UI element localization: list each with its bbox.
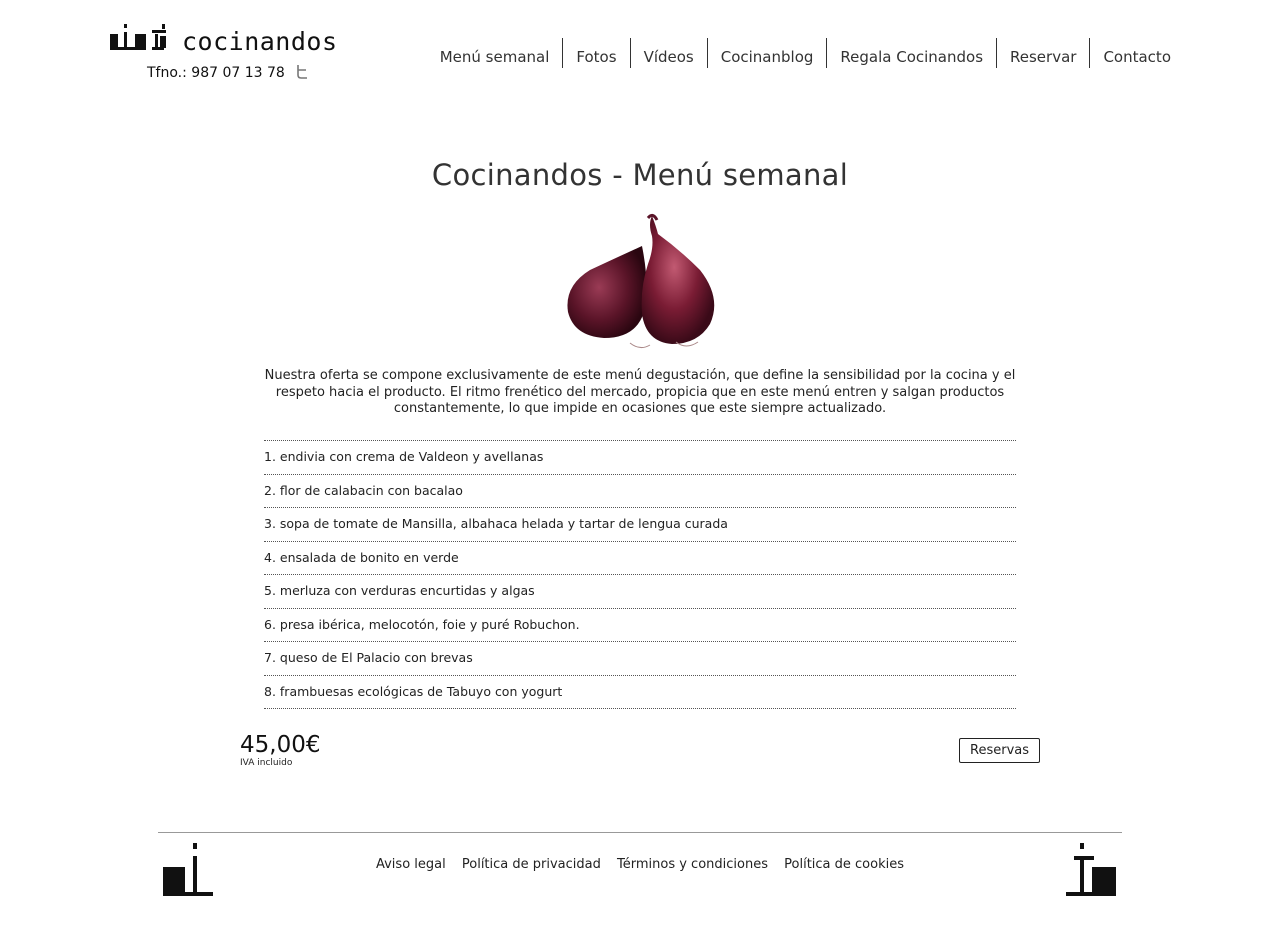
menu-list xyxy=(264,440,1016,709)
intro-text: Nuestra oferta se compone exclusivamente de este menú degustación, que define la sensibilidad por la cocina y el respeto hacia el producto. El ritmo frenético del mercado, propicia que en este menú entren y salgan productos constantemente, lo que impide en ocasiones que este siempre actualizado. xyxy=(264,368,1016,416)
nav-cocinanblog[interactable]: Cocinanblog xyxy=(707,38,827,68)
footer-logo-right xyxy=(1066,843,1118,897)
main-navigation xyxy=(427,38,1184,68)
reservas-button[interactable]: Reservas xyxy=(959,738,1040,763)
twitter-icon[interactable] xyxy=(295,64,309,80)
footer-aviso-legal[interactable]: Aviso legal xyxy=(375,857,446,872)
menu-item: 4. ensalada de bonito en verde xyxy=(264,542,1016,576)
nav-reservar[interactable]: Reservar xyxy=(996,38,1089,68)
nav-menu-semanal[interactable]: Menú semanal xyxy=(439,48,550,66)
onion-image xyxy=(560,208,725,353)
price-note: IVA incluido xyxy=(240,758,293,768)
menu-item: 5. merluza con verduras encurtidas y algas xyxy=(264,575,1016,609)
menu-item: 8. frambuesas ecológicas de Tabuyo con yogurt xyxy=(264,676,1016,710)
menu-item: 2. flor de calabacin con bacalao xyxy=(264,475,1016,509)
phone-number: Tfno.: 987 07 13 78 xyxy=(147,65,285,81)
footer-terminos[interactable]: Términos y condiciones xyxy=(617,857,768,872)
footer-cookies[interactable]: Política de cookies xyxy=(784,857,904,872)
logo-wordmark: cocinandos xyxy=(182,27,338,54)
nav-fotos[interactable]: Fotos xyxy=(562,38,629,68)
nav-videos[interactable]: Vídeos xyxy=(630,38,707,68)
menu-item: 6. presa ibérica, melocotón, foie y puré Robuchon. xyxy=(264,609,1016,643)
footer-divider xyxy=(158,832,1122,833)
nav-contacto[interactable]: Contacto xyxy=(1089,38,1184,68)
menu-item: 1. endivia con crema de Valdeon y avellanas xyxy=(264,441,1016,475)
menu-item: 3. sopa de tomate de Mansilla, albahaca helada y tartar de lengua curada xyxy=(264,508,1016,542)
menu-item: 7. queso de El Palacio con brevas xyxy=(264,642,1016,676)
footer-privacidad[interactable]: Política de privacidad xyxy=(461,857,601,872)
nav-regala-cocinandos[interactable]: Regala Cocinandos xyxy=(826,38,996,68)
page-title: Cocinandos - Menú semanal xyxy=(431,158,849,192)
menu-price: 45,00€ xyxy=(240,732,321,758)
cocinandos-logo[interactable] xyxy=(110,20,355,54)
